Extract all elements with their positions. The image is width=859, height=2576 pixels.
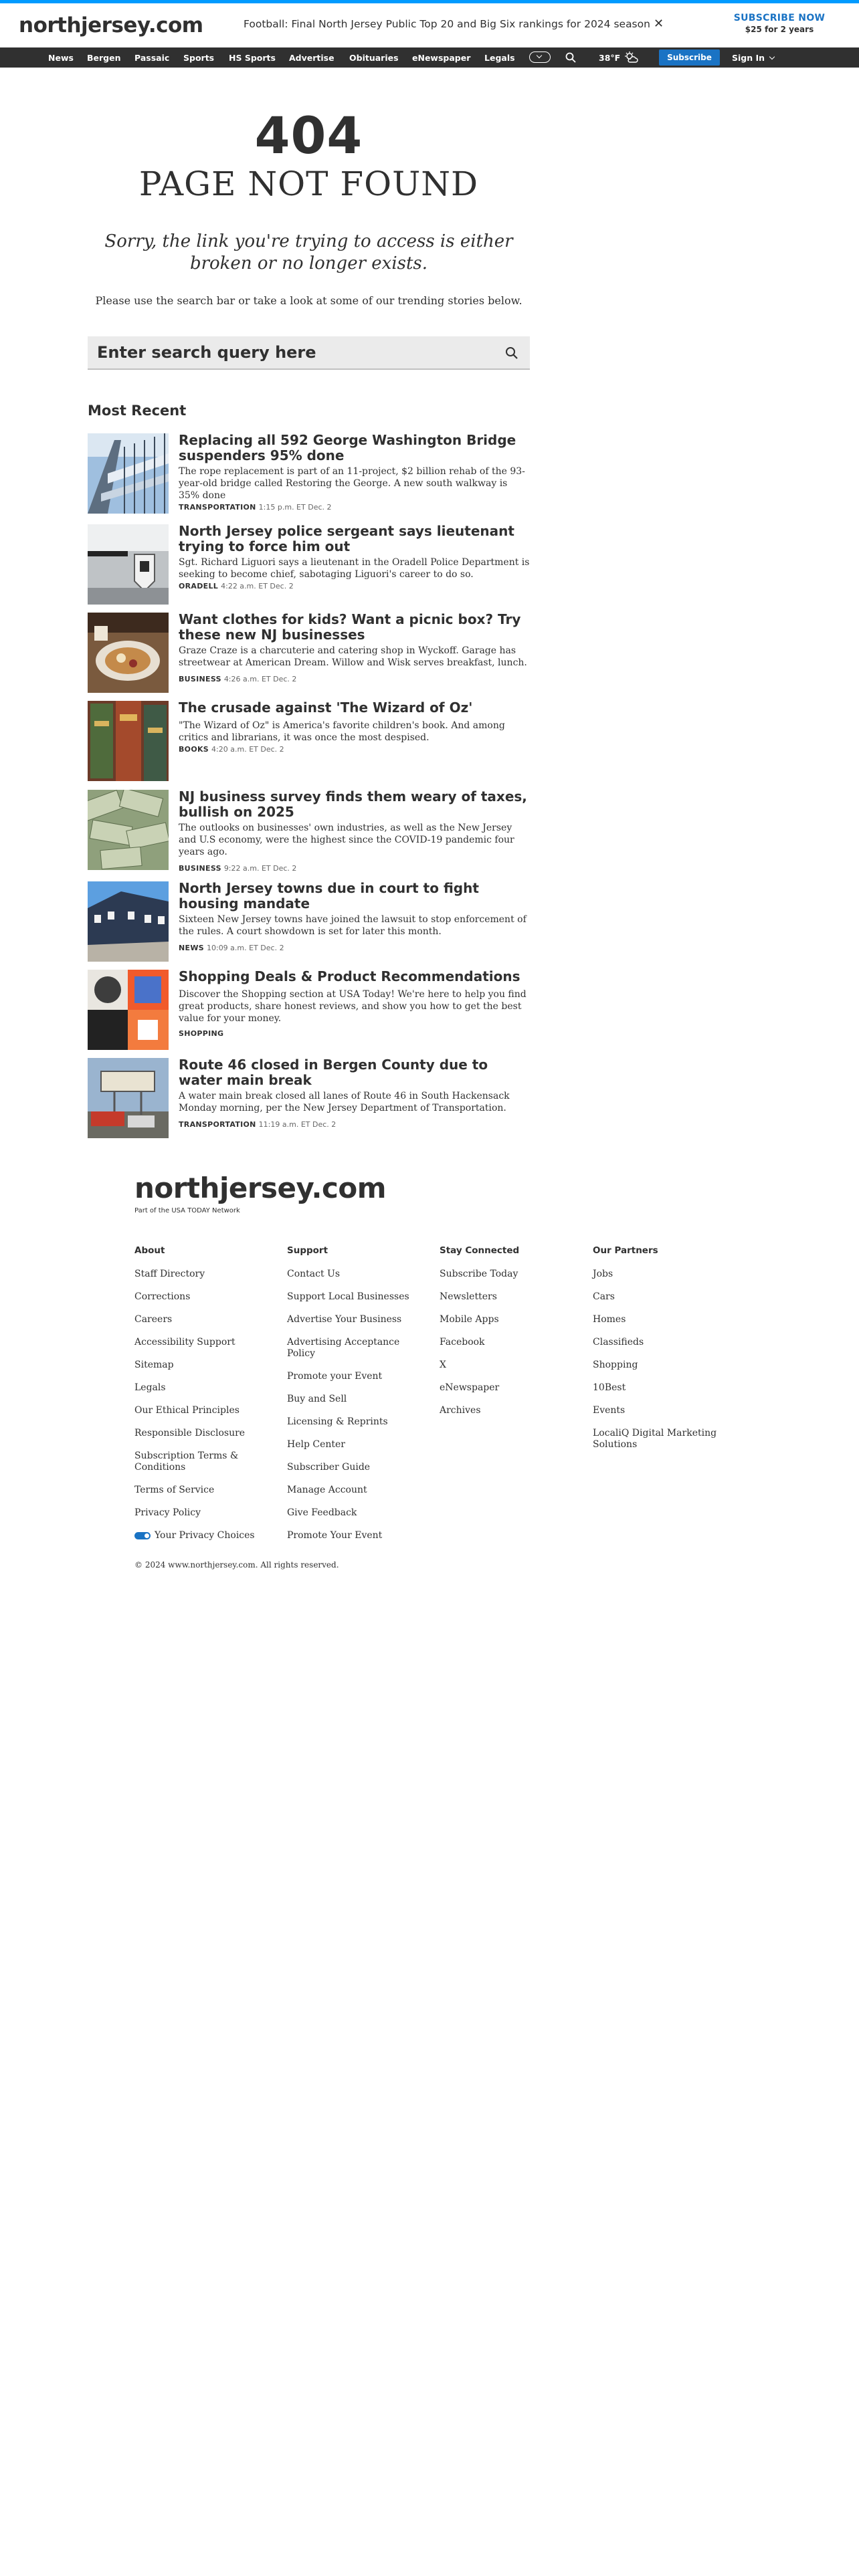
subscribe-price: $25 for 2 years [745, 25, 814, 34]
story-thumbnail [88, 701, 169, 781]
footer-link[interactable]: Archives [440, 1405, 481, 1416]
footer-link[interactable]: Advertising Acceptance Policy [287, 1337, 400, 1359]
footer-link[interactable]: Promote Your Event [287, 1530, 383, 1541]
site-header [0, 3, 859, 47]
footer-link[interactable]: Mobile Apps [440, 1314, 499, 1325]
search-icon[interactable] [565, 52, 576, 63]
footer-link[interactable]: Manage Account [287, 1485, 367, 1495]
footer-column-partners [593, 1245, 740, 1462]
story-item[interactable] [88, 433, 530, 514]
story-item[interactable] [88, 613, 530, 693]
copyright: © 2024 www.northjersey.com. All rights reserved. [134, 1560, 339, 1570]
more-menu-chevron-icon[interactable] [529, 51, 551, 63]
story-item[interactable] [88, 970, 530, 1050]
story-title[interactable]: North Jersey towns due in court to fight housing mandate [179, 880, 479, 911]
main-nav [0, 47, 859, 68]
error-code: 404 [254, 106, 363, 165]
footer-link[interactable]: Events [593, 1405, 626, 1416]
nav-item-hs-sports[interactable]: HS Sports [229, 53, 276, 63]
story-thumbnail [88, 970, 169, 1050]
privacy-choices-link[interactable] [134, 1530, 282, 1541]
footer-link[interactable]: 10Best [593, 1382, 626, 1393]
most-recent-heading: Most Recent [88, 403, 187, 419]
search-input[interactable] [97, 342, 485, 362]
footer-link[interactable]: Shopping [593, 1360, 638, 1370]
story-label: NEWS [179, 944, 204, 952]
story-time: 4:26 a.m. ET Dec. 2 [223, 675, 297, 683]
site-logo[interactable]: northjersey.com [19, 13, 203, 37]
footer-heading: About [134, 1245, 165, 1256]
weather-temp[interactable]: 38°F [599, 53, 621, 63]
footer-link[interactable]: Careers [134, 1314, 173, 1325]
story-item[interactable] [88, 524, 530, 605]
story-label: TRANSPORTATION [179, 1120, 256, 1129]
footer-link[interactable]: Sitemap [134, 1360, 174, 1370]
story-time: 9:22 a.m. ET Dec. 2 [223, 864, 297, 873]
footer-link[interactable]: Contact Us [287, 1269, 341, 1279]
subscribe-now-promo[interactable] [729, 13, 830, 34]
story-time: 4:22 a.m. ET Dec. 2 [221, 582, 294, 591]
story-description: A water main break closed all lanes of Route 46 in South Hackensack Monday morning, per the New Jersey Department of Transportation. [179, 1091, 510, 1113]
story-description: Sixteen New Jersey towns have joined the lawsuit to stop enforcement of the rules. A court showdown is set for later this month. [179, 914, 527, 937]
search-icon[interactable] [505, 346, 518, 360]
footer-link[interactable]: Accessibility Support [134, 1337, 235, 1348]
footer-link[interactable]: Support Local Businesses [287, 1291, 409, 1302]
story-item[interactable] [88, 881, 530, 962]
nav-item-bergen[interactable]: Bergen [87, 53, 121, 63]
footer-column-stay-connected [440, 1245, 587, 1428]
chevron-down-icon [769, 54, 775, 60]
story-title[interactable]: The crusade against 'The Wizard of Oz' [179, 700, 473, 716]
footer-heading: Stay Connected [440, 1245, 520, 1256]
page-title: PAGE NOT FOUND [138, 165, 479, 203]
sign-in-button[interactable] [732, 53, 774, 63]
story-title[interactable]: Route 46 closed in Bergen County due to water main break [179, 1057, 488, 1088]
nav-item-news[interactable]: News [48, 53, 74, 63]
story-meta [179, 1029, 226, 1038]
footer-link[interactable]: eNewspaper [440, 1382, 500, 1393]
footer-heading: Support [287, 1245, 328, 1256]
footer-link[interactable]: Terms of Service [134, 1485, 215, 1495]
footer-link[interactable]: Responsible Disclosure [134, 1428, 246, 1438]
story-label: BUSINESS [179, 864, 221, 873]
footer-network: Part of the USA TODAY Network [134, 1207, 240, 1214]
story-description: Sgt. Richard Liguori says a lieutenant in the Oradell Police Department is seeking to become chief, sabotaging Liguori's career to do so. [179, 557, 530, 580]
footer-link[interactable]: Help Center [287, 1439, 346, 1450]
footer-link[interactable]: Advertise Your Business [287, 1314, 402, 1325]
story-label: ORADELL [179, 582, 219, 591]
story-thumbnail [88, 524, 169, 605]
story-description: The outlooks on businesses' own industries, as well as the New Jersey and U.S economy, were the highest since the COVID-19 pandemic four years ago. [179, 823, 514, 857]
nav-item-advertise[interactable]: Advertise [289, 53, 335, 63]
story-meta [179, 1120, 336, 1129]
story-description: "The Wizard of Oz" is America's favorite children's book. And among critics and librarians, it was once the most despised. [179, 720, 505, 743]
footer-link[interactable]: Promote your Event [287, 1371, 383, 1382]
footer-link[interactable]: Subscriber Guide [287, 1462, 371, 1473]
story-title[interactable]: Shopping Deals & Product Recommendations [179, 968, 520, 984]
story-description: Discover the Shopping section at USA Today! We're here to help you find great products, share honest reviews, and show you how to get the best value for your money. [179, 989, 527, 1024]
story-time: 10:09 a.m. ET Dec. 2 [206, 944, 284, 952]
ticker-headline[interactable]: Football: Final North Jersey Public Top 20 and Big Six rankings for 2024 season [244, 18, 650, 30]
footer-link[interactable]: Licensing & Reprints [287, 1416, 388, 1427]
footer-link[interactable]: Corrections [134, 1291, 191, 1302]
footer-link[interactable]: LocaliQ Digital Marketing Solutions [593, 1428, 717, 1450]
story-thumbnail [88, 790, 169, 870]
footer-link[interactable]: Subscribe Today [440, 1269, 518, 1279]
partly-cloudy-icon [624, 51, 638, 64]
story-meta [179, 864, 296, 873]
story-thumbnail [88, 1058, 169, 1138]
nav-item-obituaries[interactable]: Obituaries [349, 53, 399, 63]
footer-link[interactable]: X [440, 1360, 446, 1370]
footer-link[interactable]: Classifieds [593, 1337, 644, 1348]
story-time: 1:15 p.m. ET Dec. 2 [258, 503, 332, 512]
story-title[interactable]: NJ business survey finds them weary of taxes, bullish on 2025 [179, 788, 527, 820]
story-label: TRANSPORTATION [179, 503, 256, 512]
footer-link[interactable]: Privacy Policy [134, 1507, 201, 1518]
story-description: The rope replacement is part of an 11-project, $2 billion rehab of the 93-year-old bridge called Restoring the George. A new south walkway is 35% done [179, 466, 525, 501]
footer-link[interactable]: Legals [134, 1382, 166, 1393]
search-hint: Please use the search bar or take a look at some of our trending stories below. [95, 294, 522, 307]
footer-logo[interactable]: northjersey.com [134, 1172, 387, 1204]
subscribe-button[interactable]: Subscribe [659, 49, 720, 66]
story-description: Graze Craze is a charcuterie and catering shop in Wyckoff. Garage has streetwear at American Dream. Willow and Wisk serves breakfast, lunch. [179, 645, 527, 668]
privacy-toggle-icon [134, 1532, 151, 1539]
nav-item-sports[interactable]: Sports [183, 53, 215, 63]
story-meta [179, 944, 284, 952]
story-time: 11:19 a.m. ET Dec. 2 [258, 1120, 337, 1129]
footer-link[interactable]: Give Feedback [287, 1507, 357, 1518]
footer-link[interactable]: Our Ethical Principles [134, 1405, 240, 1416]
story-item[interactable] [88, 788, 530, 873]
footer-link[interactable]: Buy and Sell [287, 1394, 347, 1404]
search-bar [88, 336, 530, 370]
story-thumbnail [88, 433, 169, 514]
story-meta [179, 745, 284, 754]
footer-link[interactable]: Facebook [440, 1337, 485, 1348]
story-label: SHOPPING [179, 1029, 224, 1038]
footer-link[interactable]: Cars [593, 1291, 615, 1302]
footer-column-about [134, 1245, 282, 1553]
story-meta [179, 675, 296, 683]
subscribe-now-label: SUBSCRIBE NOW [733, 13, 826, 23]
footer-link[interactable]: Jobs [593, 1269, 613, 1279]
story-title[interactable]: Want clothes for kids? Want a picnic box? Try these new NJ businesses [179, 611, 521, 643]
footer-link[interactable]: Subscription Terms & Conditions [134, 1451, 239, 1473]
footer-heading: Our Partners [593, 1245, 658, 1256]
story-thumbnail [88, 881, 169, 962]
story-item[interactable] [88, 701, 530, 781]
privacy-choices-label: Your Privacy Choices [155, 1530, 255, 1541]
nav-item-passaic[interactable]: Passaic [134, 53, 170, 63]
footer-link[interactable]: Staff Directory [134, 1269, 205, 1279]
story-thumbnail [88, 613, 169, 693]
sign-in-label: Sign In [732, 53, 765, 63]
nav-item-legals[interactable]: Legals [484, 53, 515, 63]
nav-item-enewspaper[interactable]: eNewspaper [412, 53, 471, 63]
error-message: Sorry, the link you're trying to access is either broken or no longer exists. [104, 231, 513, 274]
story-time: 4:20 a.m. ET Dec. 2 [211, 745, 284, 754]
story-meta [179, 503, 332, 512]
story-label: BUSINESS [179, 675, 221, 683]
story-meta [179, 582, 294, 591]
story-title[interactable]: Replacing all 592 George Washington Bridge suspenders 95% done [179, 432, 516, 463]
ticker-close-button[interactable]: ✕ [654, 17, 664, 31]
footer-link[interactable]: Newsletters [440, 1291, 497, 1302]
story-title[interactable]: North Jersey police sergeant says lieutenant trying to force him out [179, 523, 514, 554]
footer-column-support [287, 1245, 434, 1553]
footer-link[interactable]: Homes [593, 1314, 626, 1325]
story-item[interactable] [88, 1058, 530, 1138]
story-label: BOOKS [179, 745, 209, 754]
